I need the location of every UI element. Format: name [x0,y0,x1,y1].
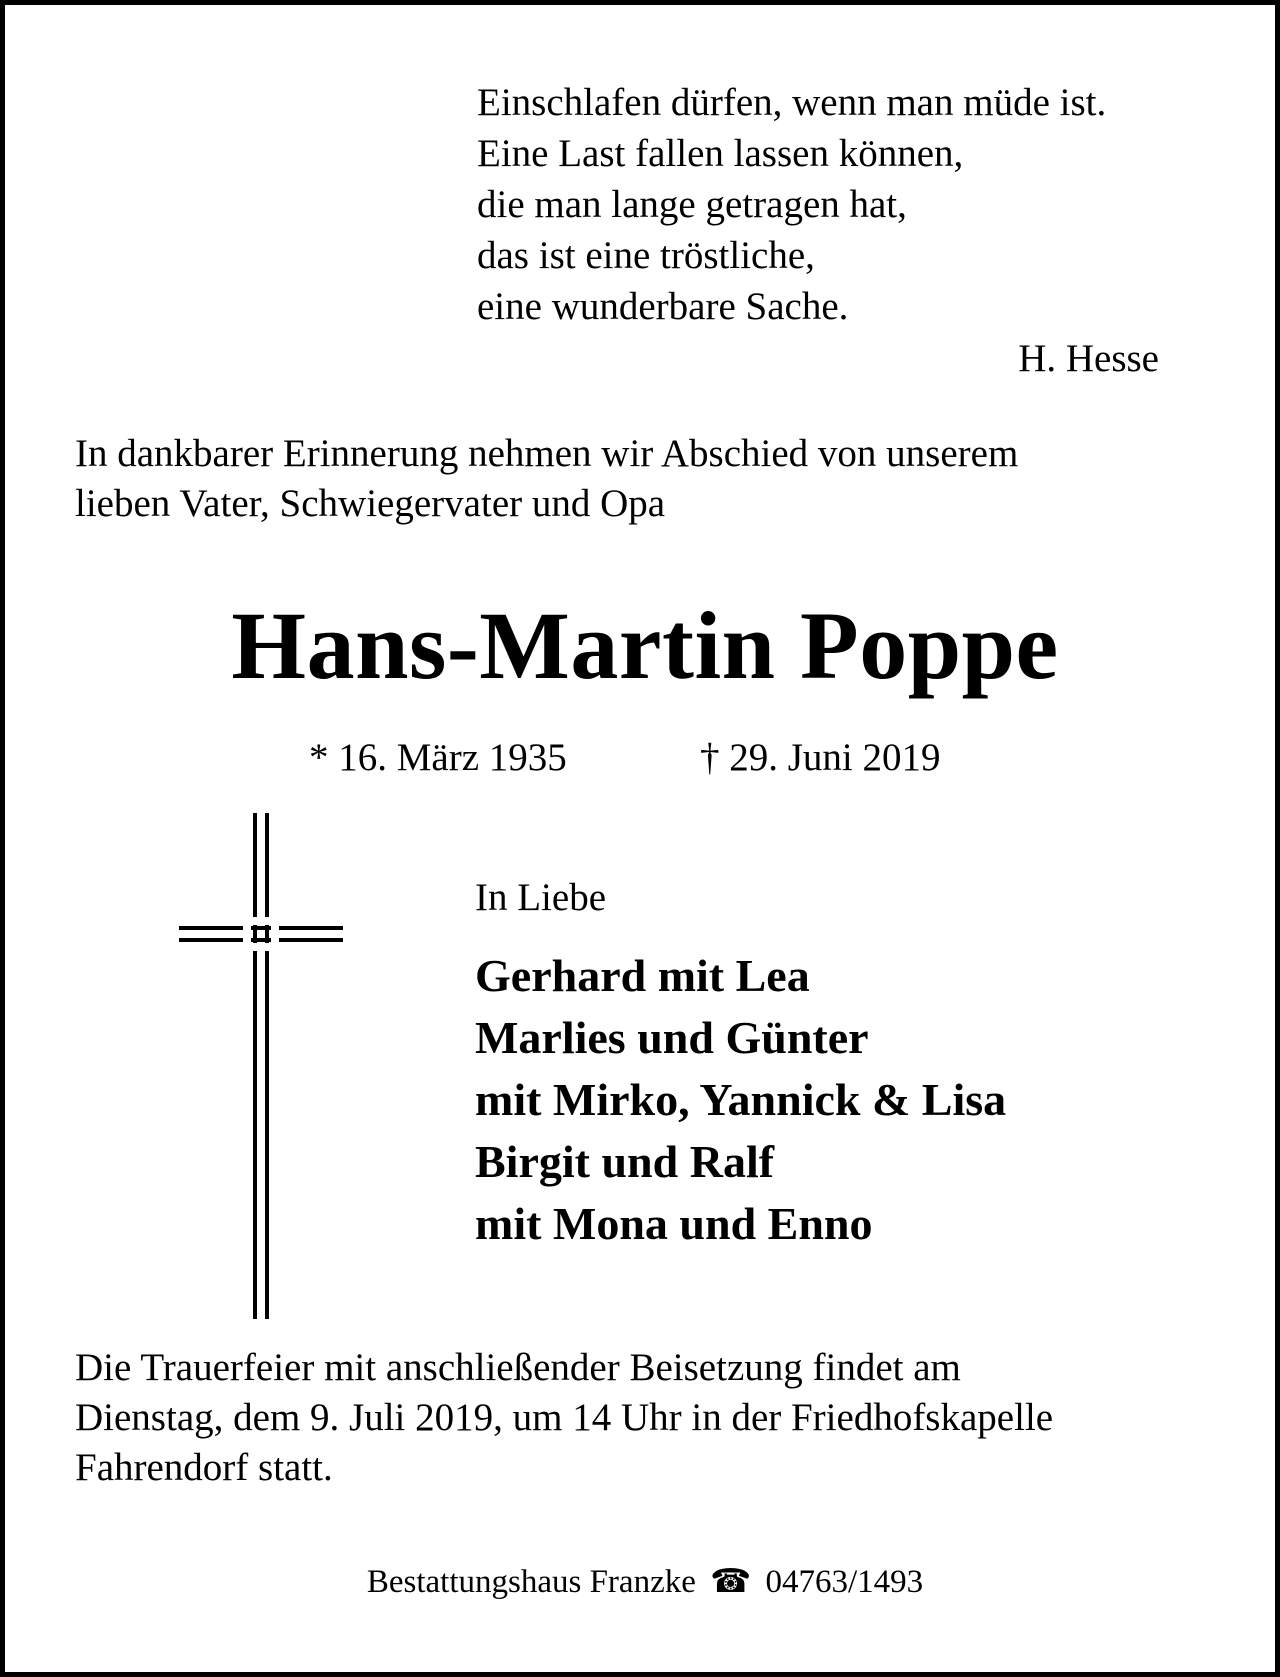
birth-date: * 16. März 1935 [309,736,567,779]
funeral-line: Die Trauerfeier mit anschließender Beisetzung findet am [75,1346,961,1389]
deceased-name: Hans-Martin Poppe [231,592,1059,699]
poem-line: die man lange getragen hat, [477,183,907,226]
mourners-heading: In Liebe [475,876,607,919]
mourner-line: mit Mirko, Yannick & Lisa [475,1074,1007,1125]
poem-line: eine wunderbare Sache. [477,285,849,328]
intro-text [75,429,1018,529]
poem-line: Eine Last fallen lassen können, [477,132,964,175]
cross-icon [179,813,343,1319]
telephone-icon: ☎ [710,1564,752,1600]
funeral-info [75,1343,1053,1493]
mourners-list [475,945,1006,1255]
poem-line: Einschlafen dürfen, wenn man müde ist. [477,81,1107,124]
intro-line: In dankbarer Erinnerung nehmen wir Abschied von unserem [75,432,1019,475]
mourner-line: Marlies und Günter [475,1012,869,1063]
death-date: † 29. Juni 2019 [700,736,941,779]
undertaker-phone: 04763/1493 [765,1564,924,1600]
funeral-line: Dienstag, dem 9. Juli 2019, um 14 Uhr in der Friedhofskapelle [75,1396,1054,1439]
undertaker-name: Bestattungshaus Franzke [366,1564,696,1600]
funeral-line: Fahrendorf statt. [75,1446,333,1489]
undertaker-contact [5,1560,1280,1604]
intro-line: lieben Vater, Schwiegervater und Opa [75,482,666,525]
poem-author: H. Hesse [1018,337,1159,380]
poem [477,77,1106,332]
mourner-line: Gerhard mit Lea [475,950,810,1001]
mourner-line: mit Mona und Enno [475,1198,873,1249]
mourner-line: Birgit und Ralf [475,1136,775,1187]
poem-line: das ist eine tröstliche, [477,234,815,277]
